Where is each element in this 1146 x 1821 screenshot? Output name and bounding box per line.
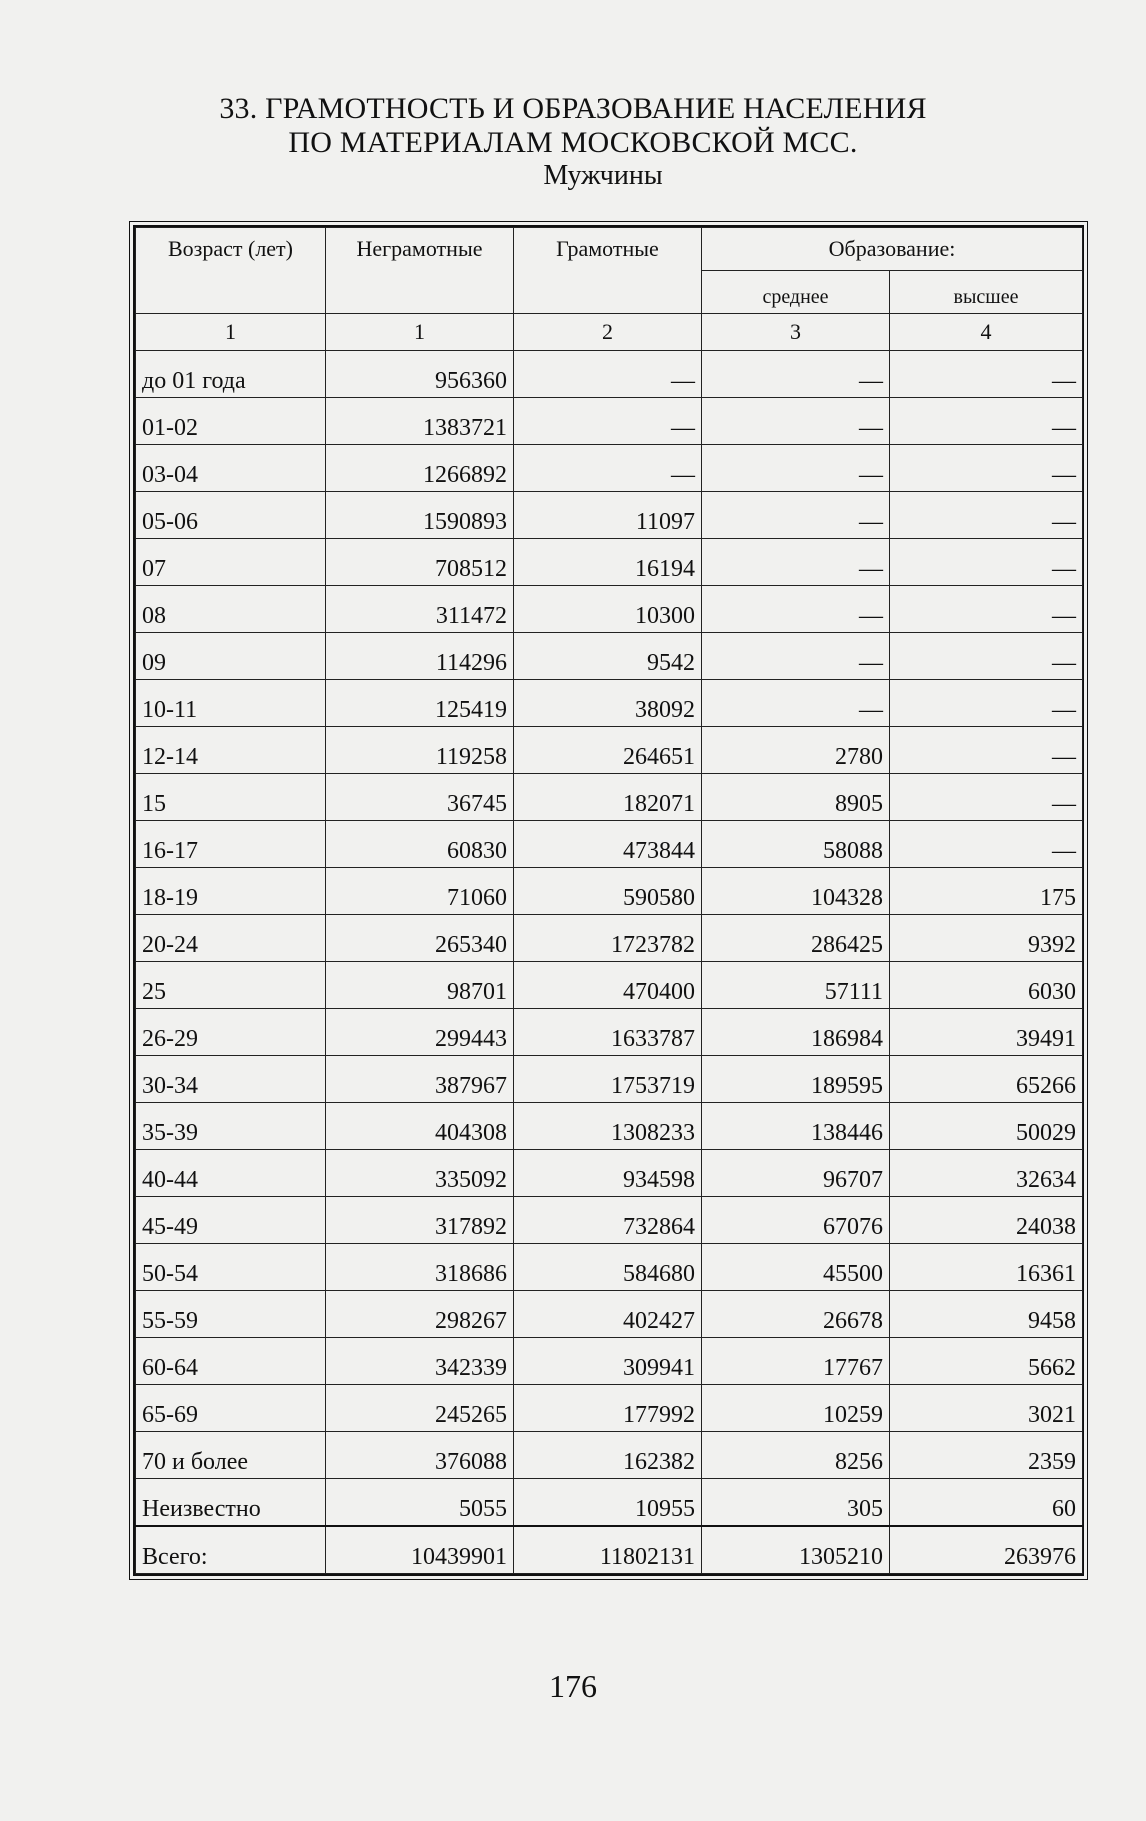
higher-cell: — [890, 774, 1083, 821]
header-secondary: среднее [702, 271, 890, 314]
literate-cell: 934598 [514, 1150, 702, 1197]
secondary-cell: — [702, 351, 890, 398]
column-number: 2 [514, 314, 702, 351]
secondary-cell: — [702, 539, 890, 586]
header-education: Образование: [702, 228, 1083, 271]
table-row [136, 1432, 1083, 1479]
illiterate-cell: 245265 [326, 1385, 514, 1432]
higher-cell: 9458 [890, 1291, 1083, 1338]
page-number: 176 [549, 1668, 597, 1704]
illiterate-cell: 119258 [326, 727, 514, 774]
age-cell: 18-19 [136, 868, 326, 915]
age-cell: до 01 года [136, 351, 326, 398]
age-cell: 08 [136, 586, 326, 633]
age-cell: 26-29 [136, 1009, 326, 1056]
total-secondary-cell: 1305210 [702, 1526, 890, 1574]
secondary-cell: 10259 [702, 1385, 890, 1432]
illiterate-cell: 376088 [326, 1432, 514, 1479]
higher-cell: 32634 [890, 1150, 1083, 1197]
illiterate-cell: 71060 [326, 868, 514, 915]
higher-cell: — [890, 821, 1083, 868]
literate-cell: 11097 [514, 492, 702, 539]
total-higher-cell: 263976 [890, 1526, 1083, 1574]
table-row [136, 1150, 1083, 1197]
illiterate-cell: 342339 [326, 1338, 514, 1385]
illiterate-cell: 387967 [326, 1056, 514, 1103]
higher-cell: — [890, 445, 1083, 492]
table-row [136, 962, 1083, 1009]
literate-cell: 584680 [514, 1244, 702, 1291]
higher-cell: 24038 [890, 1197, 1083, 1244]
literate-cell: 1633787 [514, 1009, 702, 1056]
secondary-cell: 286425 [702, 915, 890, 962]
secondary-cell: 58088 [702, 821, 890, 868]
illiterate-cell: 114296 [326, 633, 514, 680]
table-row [136, 445, 1083, 492]
secondary-cell: — [702, 492, 890, 539]
table-row [136, 1056, 1083, 1103]
age-cell: 05-06 [136, 492, 326, 539]
header-higher: высшее [890, 271, 1083, 314]
table-row [136, 1009, 1083, 1056]
table-row [136, 492, 1083, 539]
table-row [136, 539, 1083, 586]
age-cell: 10-11 [136, 680, 326, 727]
age-cell: 65-69 [136, 1385, 326, 1432]
table-row [136, 1479, 1083, 1527]
secondary-cell: 305 [702, 1479, 890, 1527]
table-row [136, 1244, 1083, 1291]
higher-cell: 2359 [890, 1432, 1083, 1479]
literate-cell: 10955 [514, 1479, 702, 1527]
literate-cell: 9542 [514, 633, 702, 680]
literate-cell: 1753719 [514, 1056, 702, 1103]
secondary-cell: 8905 [702, 774, 890, 821]
secondary-cell: 104328 [702, 868, 890, 915]
table-row [136, 351, 1083, 398]
secondary-cell: 67076 [702, 1197, 890, 1244]
total-illiterate-cell: 10439901 [326, 1526, 514, 1574]
illiterate-cell: 299443 [326, 1009, 514, 1056]
secondary-cell: 17767 [702, 1338, 890, 1385]
secondary-cell: 26678 [702, 1291, 890, 1338]
higher-cell: 9392 [890, 915, 1083, 962]
literate-cell: 309941 [514, 1338, 702, 1385]
secondary-cell: 186984 [702, 1009, 890, 1056]
literate-cell: 1308233 [514, 1103, 702, 1150]
illiterate-cell: 317892 [326, 1197, 514, 1244]
age-cell: 20-24 [136, 915, 326, 962]
literate-cell: 1723782 [514, 915, 702, 962]
age-cell: 45-49 [136, 1197, 326, 1244]
higher-cell: — [890, 680, 1083, 727]
age-cell: 70 и более [136, 1432, 326, 1479]
secondary-cell: — [702, 586, 890, 633]
illiterate-cell: 36745 [326, 774, 514, 821]
secondary-cell: — [702, 633, 890, 680]
header-age: Возраст (лет) [136, 228, 326, 271]
illiterate-cell: 404308 [326, 1103, 514, 1150]
table-row [136, 633, 1083, 680]
secondary-cell: 138446 [702, 1103, 890, 1150]
secondary-cell: 189595 [702, 1056, 890, 1103]
higher-cell: 5662 [890, 1338, 1083, 1385]
literate-cell: 162382 [514, 1432, 702, 1479]
illiterate-cell: 956360 [326, 351, 514, 398]
literate-cell: 473844 [514, 821, 702, 868]
age-cell: 09 [136, 633, 326, 680]
header-illiterate: Неграмотные [326, 228, 514, 271]
higher-cell: 60 [890, 1479, 1083, 1527]
secondary-cell: 45500 [702, 1244, 890, 1291]
table-row [136, 680, 1083, 727]
illiterate-cell: 311472 [326, 586, 514, 633]
illiterate-cell: 708512 [326, 539, 514, 586]
table-row [136, 727, 1083, 774]
table-row [136, 586, 1083, 633]
literate-cell: 264651 [514, 727, 702, 774]
illiterate-cell: 265340 [326, 915, 514, 962]
higher-cell: — [890, 539, 1083, 586]
table-subtitle: Мужчины [543, 160, 663, 191]
table-title-line-2: ПО МАТЕРИАЛАМ МОСКОВСКОЙ МСС. [288, 126, 858, 159]
secondary-cell: — [702, 680, 890, 727]
higher-cell: 6030 [890, 962, 1083, 1009]
literate-cell: 16194 [514, 539, 702, 586]
age-cell: 55-59 [136, 1291, 326, 1338]
age-cell: 40-44 [136, 1150, 326, 1197]
table-row [136, 1291, 1083, 1338]
higher-cell: — [890, 398, 1083, 445]
literate-cell: — [514, 445, 702, 492]
secondary-cell: 96707 [702, 1150, 890, 1197]
total-literate-cell: 11802131 [514, 1526, 702, 1574]
secondary-cell: 57111 [702, 962, 890, 1009]
literacy-table [133, 225, 1084, 1576]
literate-cell: 402427 [514, 1291, 702, 1338]
table-title-line-1: 33. ГРАМОТНОСТЬ И ОБРАЗОВАНИЕ НАСЕЛЕНИЯ [219, 92, 927, 125]
illiterate-cell: 1590893 [326, 492, 514, 539]
age-cell: 35-39 [136, 1103, 326, 1150]
column-number: 1 [326, 314, 514, 351]
higher-cell: — [890, 727, 1083, 774]
age-cell: 50-54 [136, 1244, 326, 1291]
age-cell: Неизвестно [136, 1479, 326, 1527]
total-label: Всего: [136, 1526, 326, 1574]
column-number: 4 [890, 314, 1083, 351]
secondary-cell: — [702, 398, 890, 445]
age-cell: 60-64 [136, 1338, 326, 1385]
table-row [136, 1385, 1083, 1432]
illiterate-cell: 1266892 [326, 445, 514, 492]
secondary-cell: 8256 [702, 1432, 890, 1479]
higher-cell: 16361 [890, 1244, 1083, 1291]
table-row [136, 774, 1083, 821]
illiterate-cell: 98701 [326, 962, 514, 1009]
illiterate-cell: 5055 [326, 1479, 514, 1527]
header-literate: Грамотные [514, 228, 702, 271]
age-cell: 01-02 [136, 398, 326, 445]
illiterate-cell: 318686 [326, 1244, 514, 1291]
literate-cell: 182071 [514, 774, 702, 821]
higher-cell: — [890, 492, 1083, 539]
table-row [136, 1197, 1083, 1244]
literate-cell: 590580 [514, 868, 702, 915]
higher-cell: 3021 [890, 1385, 1083, 1432]
higher-cell: — [890, 633, 1083, 680]
age-cell: 30-34 [136, 1056, 326, 1103]
table-row [136, 1338, 1083, 1385]
age-cell: 03-04 [136, 445, 326, 492]
total-row [136, 1526, 1083, 1574]
age-cell: 07 [136, 539, 326, 586]
higher-cell: 50029 [890, 1103, 1083, 1150]
higher-cell: — [890, 586, 1083, 633]
higher-cell: 65266 [890, 1056, 1083, 1103]
age-cell: 16-17 [136, 821, 326, 868]
subheader-row [136, 271, 1083, 314]
higher-cell: — [890, 351, 1083, 398]
column-number-row [136, 314, 1083, 351]
table-row [136, 398, 1083, 445]
literate-cell: 38092 [514, 680, 702, 727]
column-number: 3 [702, 314, 890, 351]
column-number: 1 [136, 314, 326, 351]
illiterate-cell: 335092 [326, 1150, 514, 1197]
illiterate-cell: 60830 [326, 821, 514, 868]
secondary-cell: 2780 [702, 727, 890, 774]
literate-cell: 10300 [514, 586, 702, 633]
literate-cell: 470400 [514, 962, 702, 1009]
illiterate-cell: 298267 [326, 1291, 514, 1338]
age-cell: 15 [136, 774, 326, 821]
age-cell: 12-14 [136, 727, 326, 774]
table-row [136, 821, 1083, 868]
table-row [136, 1103, 1083, 1150]
literate-cell: — [514, 398, 702, 445]
higher-cell: 39491 [890, 1009, 1083, 1056]
header-row [136, 228, 1083, 271]
age-cell: 25 [136, 962, 326, 1009]
literate-cell: — [514, 351, 702, 398]
higher-cell: 175 [890, 868, 1083, 915]
illiterate-cell: 1383721 [326, 398, 514, 445]
secondary-cell: — [702, 445, 890, 492]
table-row [136, 915, 1083, 962]
table-row [136, 868, 1083, 915]
illiterate-cell: 125419 [326, 680, 514, 727]
literate-cell: 177992 [514, 1385, 702, 1432]
literate-cell: 732864 [514, 1197, 702, 1244]
